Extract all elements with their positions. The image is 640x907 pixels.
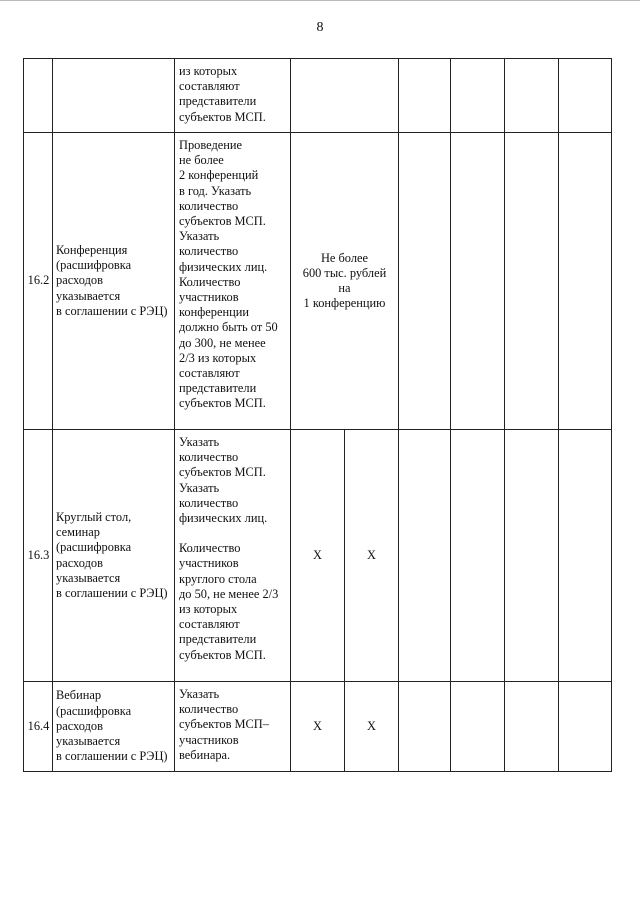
expense-name-cell: Круглый стол, семинар (расшифровка расходов указывается в соглашении с РЭЦ) bbox=[53, 430, 175, 682]
mark-cell-2: X bbox=[345, 682, 399, 772]
mark-cell-1: X bbox=[291, 430, 345, 682]
requirements-cell: Проведение не более 2 конференций в год. Указать количество субъектов МСП. Указать количество физических лиц. Количество участников конференции должно быть от 50 до 300, не менее 2/3 из которых составляют представители субъектов МСП. bbox=[175, 133, 291, 430]
budget-table bbox=[23, 58, 612, 772]
empty-cell bbox=[559, 682, 612, 772]
expense-name-cell bbox=[53, 59, 175, 133]
page-number: 8 bbox=[316, 20, 324, 35]
row-number-cell: 16.2 bbox=[24, 133, 53, 430]
expense-name-cell: Вебинар (расшифровка расходов указывается в соглашении с РЭЦ) bbox=[53, 682, 175, 772]
empty-cell bbox=[399, 59, 451, 133]
expense-name-cell: Конференция (расшифровка расходов указывается в соглашении с РЭЦ) bbox=[53, 133, 175, 430]
empty-cell bbox=[559, 133, 612, 430]
empty-cell bbox=[451, 682, 505, 772]
row-number-cell: 16.4 bbox=[24, 682, 53, 772]
limit-cell bbox=[291, 59, 399, 133]
empty-cell bbox=[505, 59, 559, 133]
requirements-cell: из которых составляют представители субъектов МСП. bbox=[175, 59, 291, 133]
empty-cell bbox=[451, 133, 505, 430]
table-row bbox=[24, 682, 612, 772]
requirements-cell: Указать количество субъектов МСП– участников вебинара. bbox=[175, 682, 291, 772]
empty-cell bbox=[451, 59, 505, 133]
empty-cell bbox=[505, 682, 559, 772]
empty-cell bbox=[451, 430, 505, 682]
table-row bbox=[24, 133, 612, 430]
empty-cell bbox=[399, 430, 451, 682]
scan-edge bbox=[0, 0, 640, 1]
requirements-cell: Указать количество субъектов МСП. Указать количество физических лиц. Количество участников круглого стола до 50, не менее 2/3 из которых составляют представители субъектов МСП. bbox=[175, 430, 291, 682]
empty-cell bbox=[505, 133, 559, 430]
table-row bbox=[24, 430, 612, 682]
empty-cell bbox=[399, 682, 451, 772]
empty-cell bbox=[559, 59, 612, 133]
mark-cell-2: X bbox=[345, 430, 399, 682]
table-row bbox=[24, 59, 612, 133]
row-number-cell: 16.3 bbox=[24, 430, 53, 682]
empty-cell bbox=[399, 133, 451, 430]
empty-cell bbox=[559, 430, 612, 682]
limit-cell: Не более 600 тыс. рублей на 1 конференцию bbox=[291, 133, 399, 430]
budget-table-wrapper bbox=[23, 58, 612, 772]
mark-cell-1: X bbox=[291, 682, 345, 772]
empty-cell bbox=[505, 430, 559, 682]
row-number-cell bbox=[24, 59, 53, 133]
